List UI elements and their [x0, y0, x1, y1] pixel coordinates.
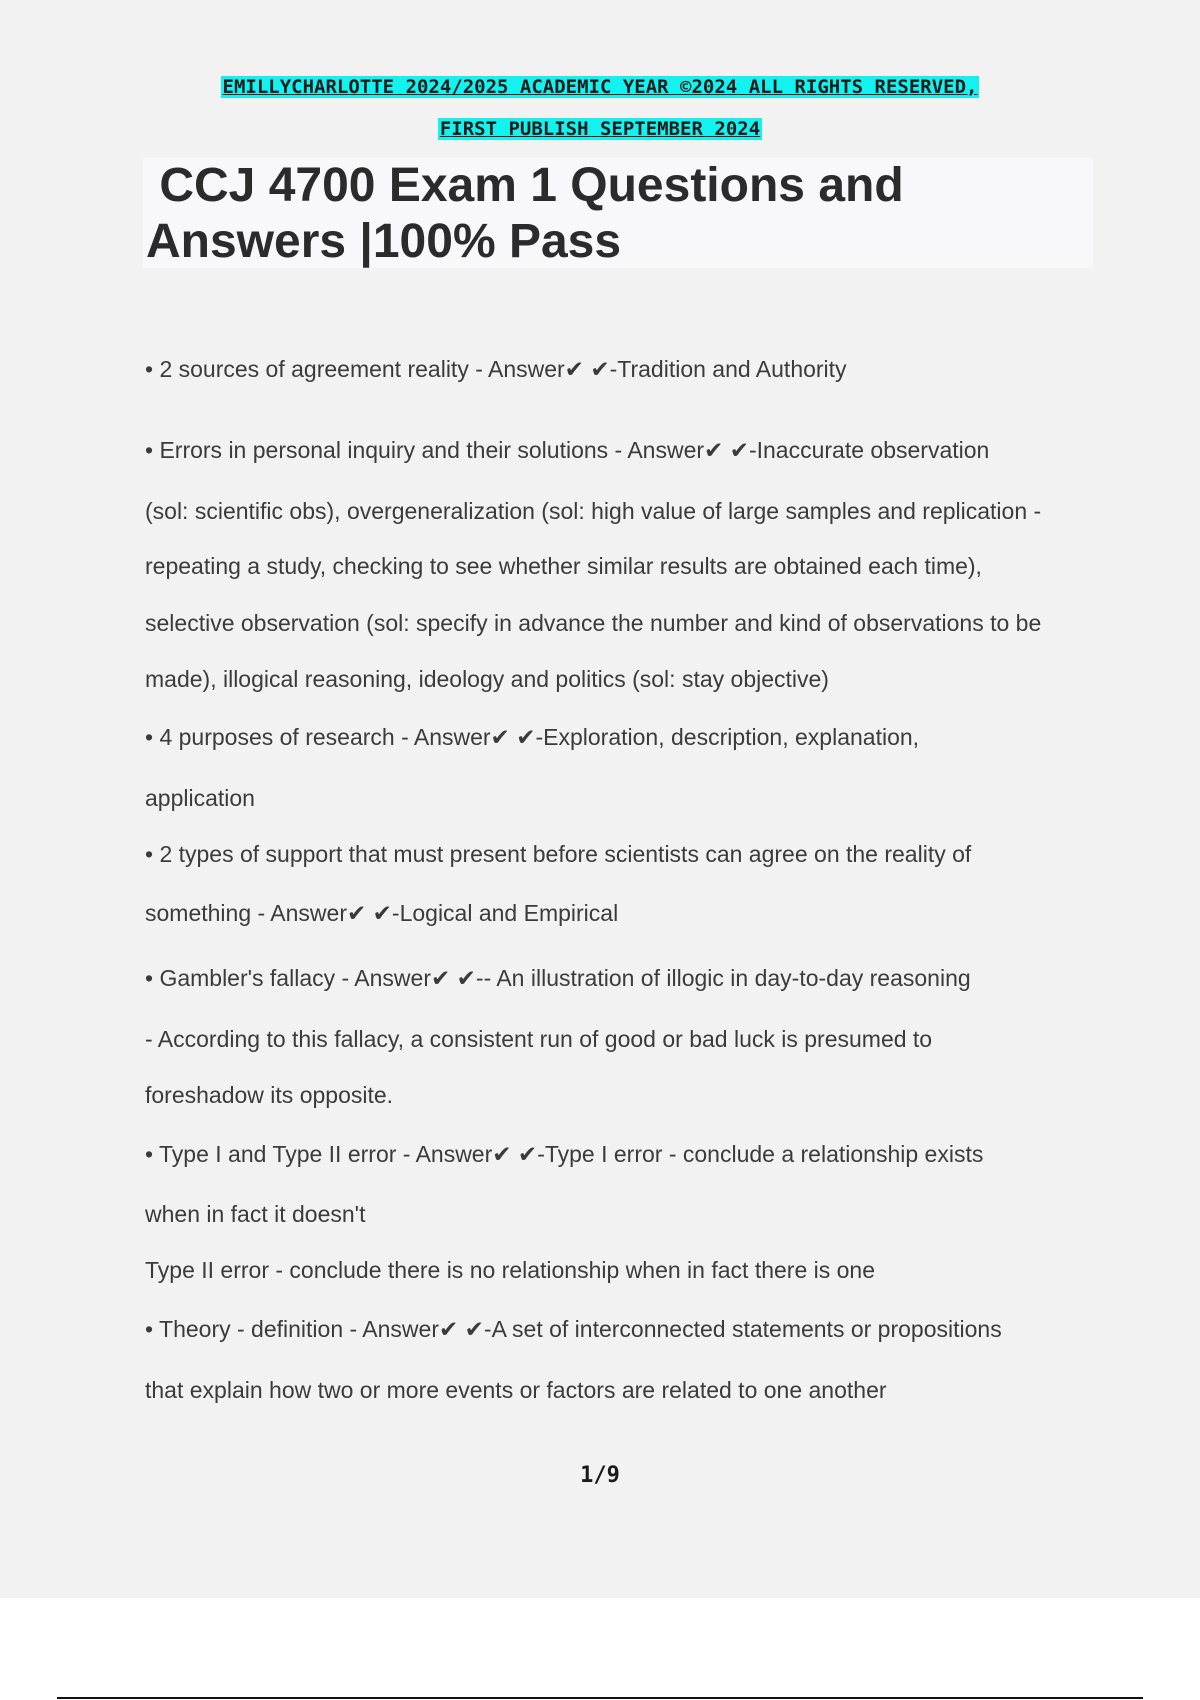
qa-line: - According to this fallacy, a consistent run of good or bad luck is presumed to [145, 1026, 933, 1052]
publish-banner [0, 116, 1200, 142]
qa-line: repeating a study, checking to see whether similar results are obtained each time), [145, 553, 982, 579]
qa-line: • Gambler's fallacy - Answer✔ ✔-- An illustration of illogic in day-to-day reasoning [145, 965, 971, 991]
qa-line: selective observation (sol: specify in advance the number and kind of observations to be [145, 610, 1042, 636]
page-divider [57, 1697, 1143, 1699]
qa-line: foreshadow its opposite. [145, 1082, 394, 1108]
qa-line: made), illogical reasoning, ideology and politics (sol: stay objective) [145, 666, 829, 692]
qa-line: when in fact it doesn't [145, 1201, 366, 1227]
qa-line: Type II error - conclude there is no relationship when in fact there is one [145, 1257, 876, 1283]
qa-line: that explain how two or more events or factors are related to one another [145, 1377, 887, 1403]
qa-line: (sol: scientific obs), overgeneralization (sol: high value of large samples and replication - [145, 498, 1042, 524]
qa-line: • 4 purposes of research - Answer✔ ✔-Exploration, description, explanation, [145, 724, 920, 750]
qa-line: • Type I and Type II error - Answer✔ ✔-Type I error - conclude a relationship exists [145, 1141, 984, 1167]
qa-line: application [145, 785, 255, 811]
document-title [146, 158, 1086, 270]
document-title-line-1: CCJ 4700 Exam 1 Questions and [146, 159, 904, 212]
document-title-line-2: Answers |100% Pass [146, 215, 622, 268]
copyright-banner [0, 74, 1200, 100]
copyright-banner-line-1: EMILLYCHARLOTTE 2024/2025 ACADEMIC YEAR ©2024 ALL RIGHTS RESERVED, [222, 76, 978, 98]
qa-line: • Theory - definition - Answer✔ ✔-A set of interconnected statements or propositions [145, 1316, 1002, 1342]
qa-line: • 2 types of support that must present before scientists can agree on the reality of [145, 841, 972, 867]
page-number: 1/9 [580, 1463, 620, 1488]
qa-line: • Errors in personal inquiry and their solutions - Answer✔ ✔-Inaccurate observation [145, 437, 990, 463]
qa-line: something - Answer✔ ✔-Logical and Empirical [145, 900, 619, 926]
copyright-banner-line-2: FIRST PUBLISH SEPTEMBER 2024 [439, 118, 761, 140]
qa-line: • 2 sources of agreement reality - Answer✔ ✔-Tradition and Authority [145, 356, 847, 382]
